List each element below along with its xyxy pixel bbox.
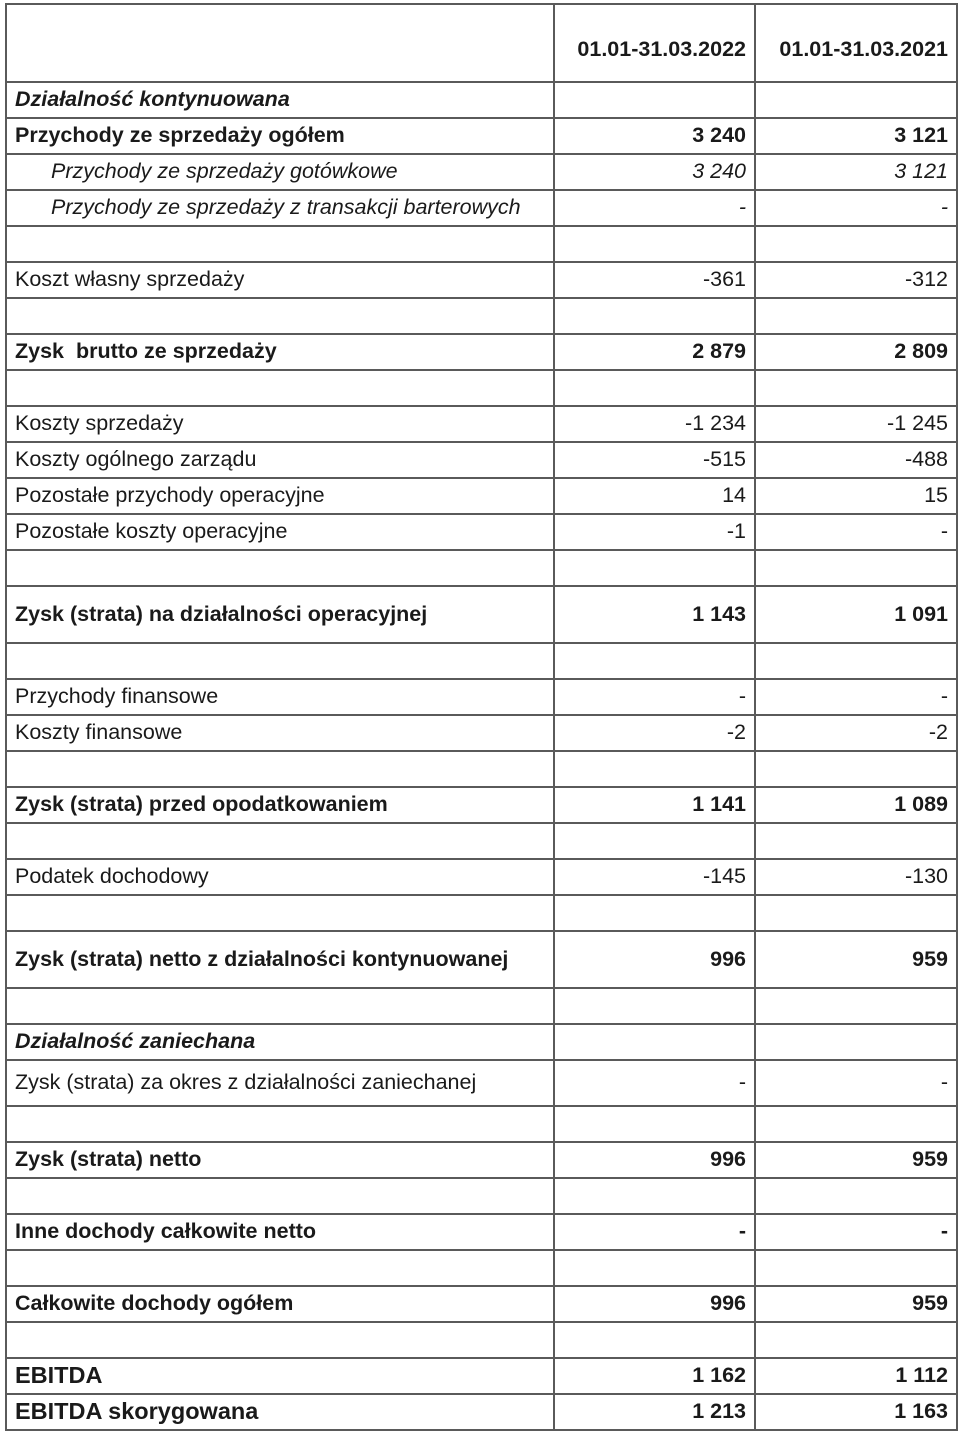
row-label: Koszty ogólnego zarządu xyxy=(6,442,554,478)
spacer-row xyxy=(6,226,957,262)
value-2022: 1 141 xyxy=(554,787,755,823)
spacer-row xyxy=(6,550,957,586)
row-label: Przychody finansowe xyxy=(6,679,554,715)
spacer-row xyxy=(6,751,957,787)
value-2022: 996 xyxy=(554,931,755,988)
row-label: Zysk (strata) netto xyxy=(6,1142,554,1178)
table-row xyxy=(6,442,957,478)
value-2022: - xyxy=(554,1060,755,1106)
value-2021: 959 xyxy=(755,1142,957,1178)
table-row xyxy=(6,586,957,643)
value-2021: 3 121 xyxy=(755,154,957,190)
income-statement-table xyxy=(5,3,958,1431)
row-label: Koszty finansowe xyxy=(6,715,554,751)
row-label: Całkowite dochody ogółem xyxy=(6,1286,554,1322)
value-2021: -130 xyxy=(755,859,957,895)
value-2021: - xyxy=(755,190,957,226)
row-label: Inne dochody całkowite netto xyxy=(6,1214,554,1250)
value-2022: 1 143 xyxy=(554,586,755,643)
spacer-row xyxy=(6,298,957,334)
table-row xyxy=(6,334,957,370)
table-row xyxy=(6,1060,957,1106)
value-2021: 1 091 xyxy=(755,586,957,643)
header-col-2022: 01.01-31.03.2022 xyxy=(554,4,755,82)
spacer-row xyxy=(6,370,957,406)
table-row xyxy=(6,1286,957,1322)
spacer-row xyxy=(6,1250,957,1286)
row-label: Działalność zaniechana xyxy=(6,1024,554,1060)
value-2021: - xyxy=(755,679,957,715)
value-2022: 996 xyxy=(554,1142,755,1178)
value-2022: - xyxy=(554,1214,755,1250)
value-2022: 14 xyxy=(554,478,755,514)
value-2021: - xyxy=(755,514,957,550)
table-row xyxy=(6,679,957,715)
value-2022: -145 xyxy=(554,859,755,895)
value-2021: 1 089 xyxy=(755,787,957,823)
table-row xyxy=(6,514,957,550)
row-label: Przychody ze sprzedaży ogółem xyxy=(6,118,554,154)
row-label: Pozostałe przychody operacyjne xyxy=(6,478,554,514)
table-row xyxy=(6,1142,957,1178)
spacer-row xyxy=(6,895,957,931)
row-label: Podatek dochodowy xyxy=(6,859,554,895)
value-2021: 959 xyxy=(755,931,957,988)
section-row xyxy=(6,1024,957,1060)
value-2022: - xyxy=(554,679,755,715)
row-label: Koszty sprzedaży xyxy=(6,406,554,442)
value-2021: 3 121 xyxy=(755,118,957,154)
value-2022: -1 xyxy=(554,514,755,550)
spacer-row xyxy=(6,1106,957,1142)
value-2022: 1 162 xyxy=(554,1358,755,1394)
row-label: Zysk brutto ze sprzedaży xyxy=(6,334,554,370)
value-2022: -361 xyxy=(554,262,755,298)
table-row xyxy=(6,1358,957,1394)
header-row xyxy=(6,4,957,82)
row-label: Zysk (strata) za okres z działalności zaniechanej xyxy=(6,1060,554,1106)
value-2022: -515 xyxy=(554,442,755,478)
value-2021: 1 112 xyxy=(755,1358,957,1394)
value-2021: 959 xyxy=(755,1286,957,1322)
value-2022: 3 240 xyxy=(554,154,755,190)
table-row xyxy=(6,406,957,442)
value-2022: - xyxy=(554,190,755,226)
spacer-row xyxy=(6,823,957,859)
value-2021: 15 xyxy=(755,478,957,514)
row-label: EBITDA skorygowana xyxy=(6,1394,554,1430)
value-2021: - xyxy=(755,1214,957,1250)
table-row xyxy=(6,1394,957,1430)
row-label: Działalność kontynuowana xyxy=(6,82,554,118)
value-2022: 1 213 xyxy=(554,1394,755,1430)
section-row xyxy=(6,82,957,118)
value-2022: -2 xyxy=(554,715,755,751)
value-2021: 2 809 xyxy=(755,334,957,370)
spacer-row xyxy=(6,1178,957,1214)
row-label: Przychody ze sprzedaży gotówkowe xyxy=(6,154,554,190)
value-2022: 3 240 xyxy=(554,118,755,154)
header-col-2021: 01.01-31.03.2021 xyxy=(755,4,957,82)
row-label: Zysk (strata) na działalności operacyjnej xyxy=(6,586,554,643)
header-blank-cell xyxy=(6,4,554,82)
spacer-row xyxy=(6,643,957,679)
table-row xyxy=(6,478,957,514)
row-label: EBITDA xyxy=(6,1358,554,1394)
table-row xyxy=(6,931,957,988)
row-label: Przychody ze sprzedaży z transakcji barterowych xyxy=(6,190,554,226)
table-row xyxy=(6,190,957,226)
spacer-row xyxy=(6,988,957,1024)
value-2021: 1 163 xyxy=(755,1394,957,1430)
row-label: Pozostałe koszty operacyjne xyxy=(6,514,554,550)
row-label: Zysk (strata) przed opodatkowaniem xyxy=(6,787,554,823)
table-row xyxy=(6,715,957,751)
value-2021: -1 245 xyxy=(755,406,957,442)
table-row xyxy=(6,118,957,154)
table-row xyxy=(6,859,957,895)
value-2022: 2 879 xyxy=(554,334,755,370)
spacer-row xyxy=(6,1322,957,1358)
value-2021: - xyxy=(755,1060,957,1106)
table-row xyxy=(6,154,957,190)
table-row xyxy=(6,787,957,823)
value-2022: 996 xyxy=(554,1286,755,1322)
row-label: Koszt własny sprzedaży xyxy=(6,262,554,298)
table-row xyxy=(6,262,957,298)
value-2022: -1 234 xyxy=(554,406,755,442)
value-2021: -2 xyxy=(755,715,957,751)
table-row xyxy=(6,1214,957,1250)
value-2021: -488 xyxy=(755,442,957,478)
row-label: Zysk (strata) netto z działalności kontynuowanej xyxy=(6,931,554,988)
value-2021: -312 xyxy=(755,262,957,298)
